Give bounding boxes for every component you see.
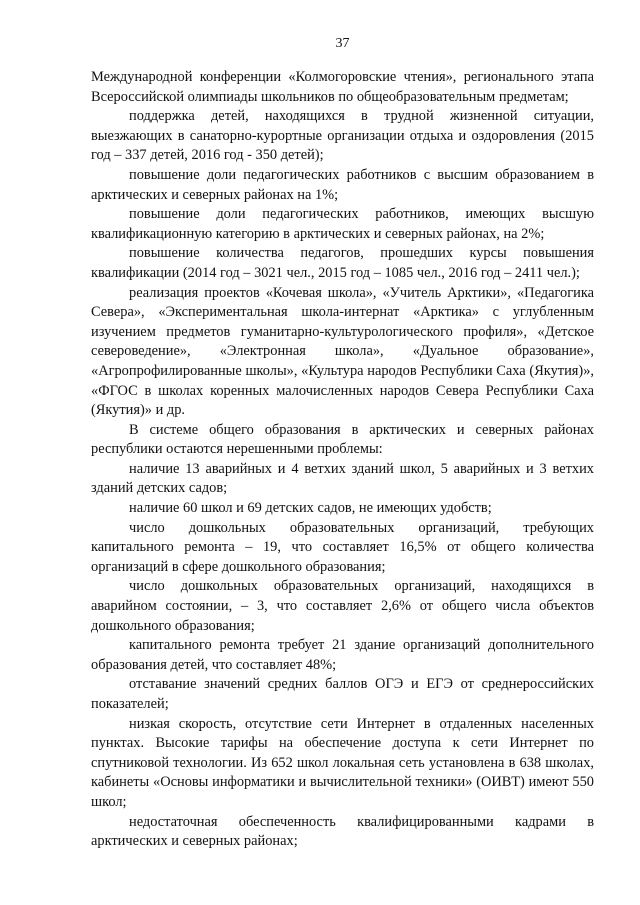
- paragraph: наличие 60 школ и 69 детских садов, не имеющих удобств;: [129, 500, 492, 517]
- paragraph: Международной конференции «Колмогоровские чтения», регионального этапа Всероссийской олимпиады школьников по общеобразовательным предметам;: [91, 69, 594, 105]
- paragraph: повышение доли педагогических работников, имеющих высшую квалификационную категорию в арктических и северных районах, на 2%;: [91, 206, 594, 242]
- paragraph: число дошкольных образовательных организаций, находящихся в аварийном состоянии, – 3, что составляет 2,6% от общего числа объектов дошкольного образования;: [91, 578, 594, 634]
- paragraph: низкая скорость, отсутствие сети Интернет в отдаленных населенных пунктах. Высокие тарифы на обеспечение доступа к сети Интернет по спутниковой технологии. Из 652 школ локальная сеть установлена в 638 школах, кабинеты «Основы информатики и вычислительной техники» (ОИВТ) имеют 550 школ;: [91, 715, 594, 810]
- paragraph: наличие 13 аварийных и 4 ветхих зданий школ, 5 аварийных и 3 ветхих зданий детских садов;: [91, 460, 594, 497]
- paragraph: капитального ремонта требует 21 здание организаций дополнительного образования детей, что составляет 48%;: [91, 637, 594, 673]
- paragraph: В системе общего образования в арктических и северных районах республики остаются нерешенными проблемы:: [91, 421, 594, 458]
- paragraph: повышение доли педагогических работников с высшим образованием в арктических и северных районах на 1%;: [91, 166, 594, 203]
- paragraph: отставание значений средних баллов ОГЭ и ЕГЭ от среднероссийских показателей;: [91, 676, 594, 712]
- paragraph: реализация проектов «Кочевая школа», «Учитель Арктики», «Педагогика Севера», «Экспериментальная школа-интернат «Арктика» с углубленным изучением предметов гуманитарно-культурологического профиля», «Детское североведение», «Электронная школа», «Дуальное образование», «Агропрофилированные школы», «Культура народов Республики Саха (Якутия)», «ФГОС в школах коренных малочисленных народов Севера Республики Саха (Якутия)» и др.: [91, 284, 594, 419]
- document-body: [91, 68, 594, 852]
- paragraph: поддержка детей, находящихся в трудной жизненной ситуации, выезжающих в санаторно-курортные организации отдыха и оздоровления (2015 год – 337 детей, 2016 год - 350 детей);: [91, 108, 594, 164]
- paragraph: число дошкольных образовательных организаций, требующих капитального ремонта – 19, что составляет 16,5% от общего количества организаций в сфере дошкольного образования;: [91, 519, 594, 575]
- page-number: 37: [335, 36, 350, 51]
- paragraph: недостаточная обеспеченность квалифицированными кадрами в арктических и северных районах;: [91, 813, 594, 850]
- paragraph: повышение количества педагогов, прошедших курсы повышения квалификации (2014 год – 3021 чел., 2015 год – 1085 чел., 2016 год – 2411 чел.);: [91, 245, 594, 281]
